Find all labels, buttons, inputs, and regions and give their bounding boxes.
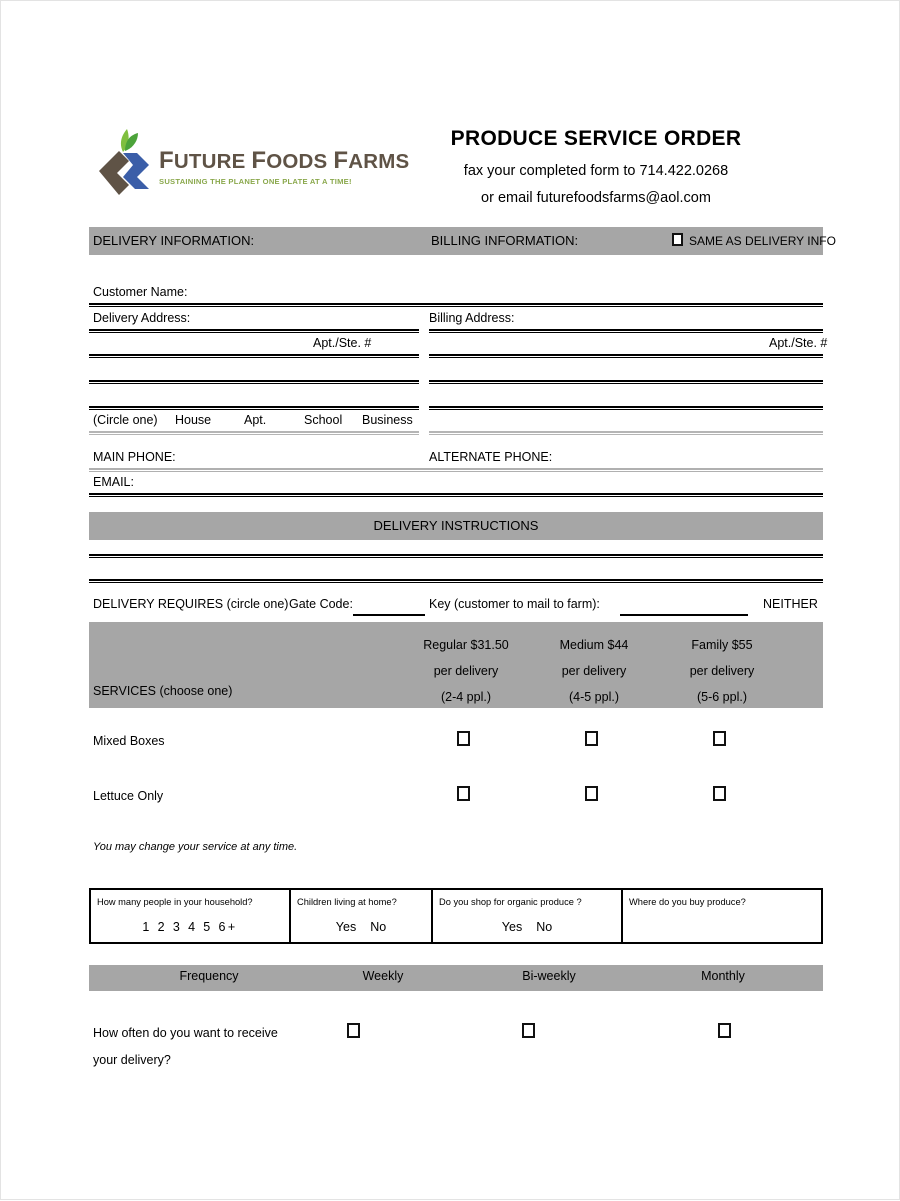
survey-table [89,888,823,944]
delivery-instructions-bar [89,512,823,540]
service-column-family-name: Family $55 [647,632,797,658]
billing-address-rule-2 [429,354,823,358]
billing-apt-ste-label: Apt./Ste. # [769,336,827,350]
survey-answer-household-size[interactable]: 1 2 3 4 5 6+ [91,920,289,934]
delivery-requires-label: DELIVERY REQUIRES (circle one) [93,597,288,611]
delivery-address-rule-3 [89,380,419,384]
frequency-weekly-checkbox[interactable] [347,1023,360,1038]
key-input-line[interactable] [620,614,748,616]
mixed-boxes-medium-checkbox[interactable] [585,731,598,746]
delivery-address-label: Delivery Address: [93,311,190,325]
service-column-medium-name: Medium $44 [519,632,669,658]
organic-yes-option[interactable]: Yes [502,920,522,934]
frequency-option-weekly: Weekly [317,969,449,983]
delivery-instructions-label: DELIVERY INSTRUCTIONS [89,518,823,533]
delivery-instructions-rule-2 [89,579,823,583]
property-type-apt[interactable]: Apt. [244,413,266,427]
gate-code-label: Gate Code: [289,597,353,611]
billing-information-label: BILLING INFORMATION: [431,233,578,248]
email-label: EMAIL: [93,475,134,489]
services-header-band [89,622,823,708]
frequency-question [93,1020,278,1074]
delivery-instructions-rule-1 [89,554,823,558]
property-type-rule [89,431,419,435]
form-sheet [89,1,823,1201]
survey-answer-children-at-home [291,920,431,934]
phone-rule [89,468,823,472]
survey-cell-where-buy-produce [623,890,821,942]
lettuce-only-medium-checkbox[interactable] [585,786,598,801]
mixed-boxes-family-checkbox[interactable] [713,731,726,746]
main-phone-label: MAIN PHONE: [93,450,176,464]
survey-question-where-buy-produce: Where do you buy produce? [629,897,815,907]
frequency-option-monthly: Monthly [657,969,789,983]
customer-name-rule [89,303,823,307]
circle-one-label: (Circle one) [93,413,158,427]
service-column-medium-per: per delivery [519,658,669,684]
children-yes-option[interactable]: Yes [336,920,356,934]
delivery-information-label: DELIVERY INFORMATION: [93,233,254,248]
service-column-family-per: per delivery [647,658,797,684]
survey-cell-organic-produce [433,890,623,942]
information-header-bar [89,227,823,255]
leaf-diamond-logo-icon [97,127,163,199]
title-block [369,113,823,206]
service-row-lettuce-only-label: Lettuce Only [93,789,163,803]
frequency-option-biweekly: Bi-weekly [483,969,615,983]
service-column-family-ppl: (5-6 ppl.) [647,684,797,710]
billing-address-rule-3 [429,380,823,384]
frequency-question-line1: How often do you want to receive [93,1020,278,1047]
gate-code-input-line[interactable] [353,614,425,616]
frequency-header-band [89,965,823,991]
billing-address-label: Billing Address: [429,311,514,325]
page-title: PRODUCE SERVICE ORDER [369,127,823,151]
frequency-header-label: Frequency [123,969,295,983]
property-type-business[interactable]: Business [362,413,413,427]
email-rule [89,493,823,497]
company-logo [97,121,367,205]
logo-company-name: FUTURE FOODS FARMS [159,147,409,175]
customer-name-label: Customer Name: [93,285,187,299]
email-instruction: or email futurefoodsfarms@aol.com [369,190,823,206]
survey-question-organic-produce: Do you shop for organic produce ? [439,897,615,907]
neither-option[interactable]: NEITHER [763,597,818,611]
survey-cell-children-at-home [291,890,433,942]
service-change-note: You may change your service at any time. [93,841,297,853]
survey-cell-household-size [91,890,291,942]
service-column-regular-ppl: (2-4 ppl.) [391,684,541,710]
form-header [89,113,823,221]
organic-no-option[interactable]: No [536,920,552,934]
billing-address-rule-4 [429,406,823,410]
service-column-medium-ppl: (4-5 ppl.) [519,684,669,710]
lettuce-only-family-checkbox[interactable] [713,786,726,801]
delivery-apt-ste-label: Apt./Ste. # [313,336,371,350]
services-choose-one-label: SERVICES (choose one) [93,684,232,698]
service-row-mixed-boxes-label: Mixed Boxes [93,734,165,748]
service-column-regular-per: per delivery [391,658,541,684]
service-column-regular-name: Regular $31.50 [391,632,541,658]
same-as-delivery-checkbox[interactable] [672,233,683,246]
logo-tagline: SUSTAINING THE PLANET ONE PLATE AT A TIME! [159,177,409,186]
survey-answer-organic-produce [433,920,621,934]
mixed-boxes-regular-checkbox[interactable] [457,731,470,746]
billing-address-rule-1 [429,329,823,333]
survey-question-children-at-home: Children living at home? [297,897,425,907]
key-label: Key (customer to mail to farm): [429,597,600,611]
survey-question-household-size: How many people in your household? [97,897,283,907]
fax-instruction: fax your completed form to 714.422.0268 [369,163,823,179]
lettuce-only-regular-checkbox[interactable] [457,786,470,801]
same-as-delivery-label: SAME AS DELIVERY INFO [689,234,836,248]
billing-address-rule-5 [429,431,823,435]
frequency-question-line2: your delivery? [93,1047,278,1074]
service-column-family [647,632,797,710]
property-type-house[interactable]: House [175,413,211,427]
frequency-monthly-checkbox[interactable] [718,1023,731,1038]
frequency-biweekly-checkbox[interactable] [522,1023,535,1038]
children-no-option[interactable]: No [370,920,386,934]
delivery-address-rule-2 [89,354,419,358]
delivery-address-rule-4 [89,406,419,410]
alternate-phone-label: ALTERNATE PHONE: [429,450,552,464]
property-type-school[interactable]: School [304,413,342,427]
delivery-address-rule-1 [89,329,419,333]
